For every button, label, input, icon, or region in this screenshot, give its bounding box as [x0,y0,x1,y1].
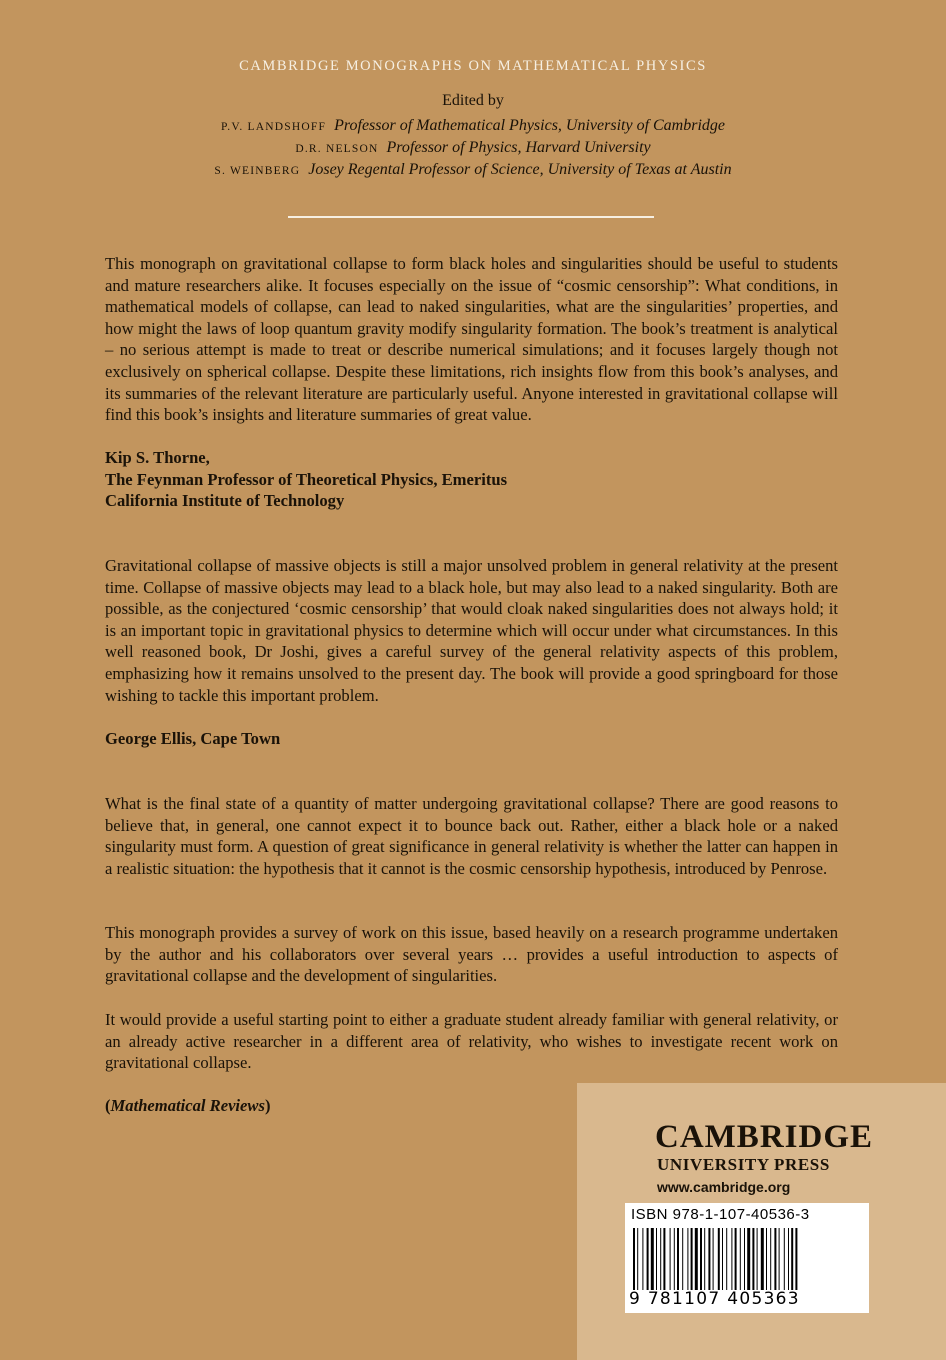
isbn-label: ISBN 978-1-107-40536-3 [631,1206,810,1223]
math-review-paragraph-2: This monograph provides a survey of work on this issue, based heavily on a research programme undertaken by the author and his collaborators over several years … provides a useful introduction to aspects of gravitational collapse and the development of singularities. [105,923,838,986]
divider-rule [288,216,654,218]
attribution-line: Kip S. Thorne, [105,448,210,467]
review-thorne-attribution [105,447,507,512]
edited-by: Edited by [442,92,504,109]
editor-title: Professor of Physics, Harvard University [386,139,651,156]
editor-title: Professor of Mathematical Physics, University of Cambridge [334,117,726,134]
publisher-website: www.cambridge.org [657,1179,791,1195]
editor-name: P.V. LANDSHOFF [220,121,327,133]
editor-name: S. WEINBERG [214,165,301,177]
publisher-logo-name: CAMBRIDGE [655,1119,874,1155]
review-ellis-attribution [105,728,280,750]
publisher-panel [577,1083,946,1360]
editor-name: D.R. NELSON [295,143,379,155]
attribution-line: George Ellis, Cape Town [105,729,281,748]
series-title: CAMBRIDGE MONOGRAPHS ON MATHEMATICAL PHYSICS [239,58,707,74]
review-ellis-text: Gravitational collapse of massive objects is still a major unsolved problem in general relativity at the present time. Collapse of massive objects may lead to a black hole, but may also lead to a naked singularity. Both are possible, as the conjectured ‘cosmic censorship’ that would cloak naked singularities does not always hold; it is an important topic in gravitational physics to determine which will occur under what circumstances. In this well reasoned book, Dr Joshi, gives a careful survey of the general relativity aspects of this problem, emphasizing how it remains unsolved to the present day. The book will provide a good springboard for those wishing to tackle this important problem. [105,556,838,705]
review-source-name: Mathematical Reviews [110,1096,265,1115]
editor-title: Josey Regental Professor of Science, University of Texas at Austin [308,161,732,178]
barcode-icon [633,1228,861,1290]
publisher-logo-sub: UNIVERSITY PRESS [657,1155,830,1174]
attribution-line: California Institute of Technology [105,491,345,511]
editor-nelson [0,139,946,157]
math-review-paragraph-3: It would provide a useful starting point to either a graduate student already familiar with general relativity, or an already active researcher in a different area of relativity, who wishes to investigate recent work on gravitational collapse. [105,1010,838,1073]
editor-landshoff [0,117,946,135]
math-review-paragraph-1: What is the final state of a quantity of matter undergoing gravitational collapse? There are good reasons to believe that, in general, one cannot expect it to bounce back out. Rather, either a black hole or a naked singularity must form. A question of great significance in general relativity is whether the latter can happen in a realistic situation: the hypothesis that it cannot is the cosmic censorship hypothesis, introduced by Penrose. [105,794,838,878]
editor-weinberg [0,161,946,179]
review-thorne-text: This monograph on gravitational collapse to form black holes and singularities should be useful to students and mature researchers alike. It focuses especially on the issue of “cosmic censorship”: What conditions, in mathematical models of collapse, can lead to naked singularities, what are the singularities’ properties, and how might the laws of loop quantum gravity modify singularity formation. The book’s treatment is analytical – no serious attempt is made to treat or describe numerical simulations; and it focuses largely though not exclusively on spherical collapse. Despite these limitations, rich insights flow from this book’s analyses, and its summaries of the relevant literature are particularly useful. Anyone interested in gravitational collapse will find this book’s insights and literature summaries of great value. [105,254,838,425]
isbn-barcode-box [625,1203,869,1313]
barcode-number: 9 781107 405363 [629,1289,800,1309]
attribution-line: The Feynman Professor of Theoretical Physics, Emeritus [105,469,508,489]
review-source: (Mathematical Reviews) [105,1096,271,1115]
